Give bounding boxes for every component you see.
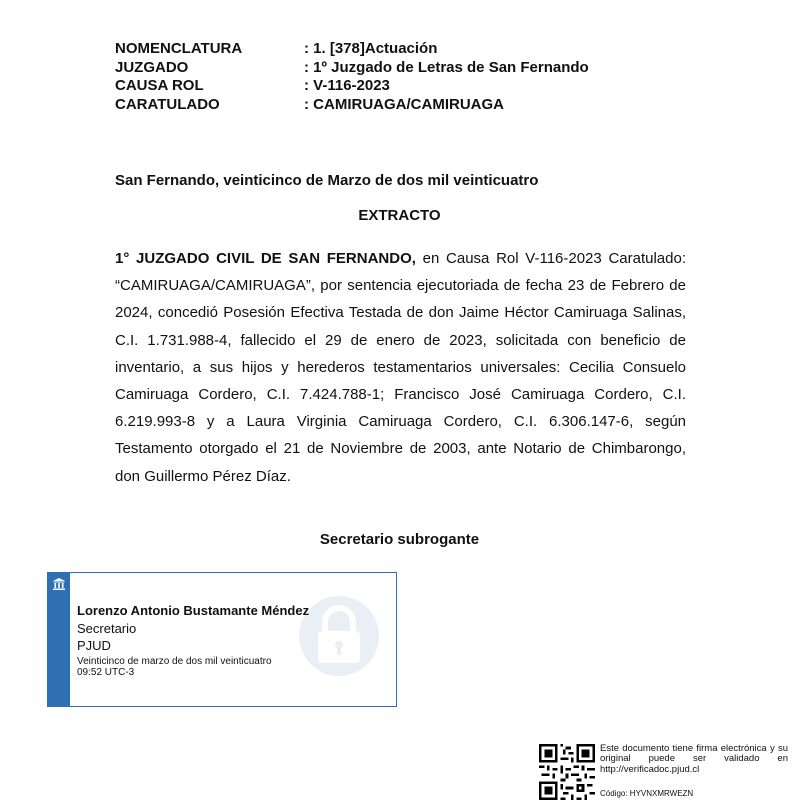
header-row-causa-rol bbox=[115, 77, 589, 96]
extract-body bbox=[115, 245, 686, 490]
lock-icon bbox=[298, 589, 380, 679]
date-line: San Fernando, veinticinco de Marzo de dos mil veinticuatro bbox=[115, 172, 539, 189]
verification-block bbox=[539, 744, 789, 802]
signature-strip bbox=[48, 573, 70, 706]
header-label: CAUSA ROL bbox=[115, 77, 204, 94]
header-label: NOMENCLATURA bbox=[115, 40, 243, 57]
header-row-nomenclatura bbox=[115, 40, 589, 59]
header-value: : V-116-2023 bbox=[304, 77, 390, 94]
electronic-signature-box bbox=[47, 572, 397, 707]
qr-code-icon bbox=[539, 744, 595, 800]
header-row-juzgado bbox=[115, 59, 589, 78]
signer-name: Lorenzo Antonio Bustamante Méndez bbox=[77, 603, 310, 618]
verification-text: Este documento tiene firma electrónica y su original puede ser validado en http://verificadoc.pjud.cl bbox=[600, 743, 788, 775]
signature-date: Veinticinco de marzo de dos mil veinticuatro bbox=[77, 656, 272, 667]
extract-title: EXTRACTO bbox=[358, 207, 441, 224]
court-name: 1° JUZGADO CIVIL DE SAN FERNANDO, bbox=[115, 250, 416, 267]
case-header bbox=[115, 40, 589, 114]
signer-role: Secretario bbox=[77, 621, 137, 636]
header-label: CARATULADO bbox=[115, 95, 220, 113]
courthouse-icon bbox=[52, 577, 66, 591]
header-value: : CAMIRUAGA/CAMIRUAGA bbox=[304, 95, 504, 113]
header-value: : 1º Juzgado de Letras de San Fernando bbox=[304, 58, 589, 76]
header-row-caratulado bbox=[115, 96, 589, 115]
signer-organization: PJUD bbox=[77, 638, 111, 653]
signature-time: 09:52 UTC-3 bbox=[77, 667, 135, 678]
header-label: JUZGADO bbox=[115, 58, 189, 76]
extract-text: en Causa Rol V-116-2023 Caratulado: “CAMIRUAGA/CAMIRUAGA”, por sentencia ejecutoriada de fecha 23 de Febrero de 2024, concedió Posesión Efectiva Testada de don Jaime Héctor Camiruaga Salinas, C.I. 1.731.988-4, fallecido el 29 de enero de 2023, solicitada con beneficio de inventario, a sus hijos y herederos testamentarios universales: Cecilia Consuelo Camiruaga Cordero, C.I. 7.424.788-1; Francisco José Camiruaga Cordero, C.I. 6.219.993-8 y a Laura Virginia Camiruaga Cordero, C.I. 6.306.147-6, según Testamento otorgado el 21 de Noviembre de 2003, ante Notario de Chimbarongo, don Guillermo Pérez Díaz. bbox=[115, 250, 686, 485]
header-value: : 1. [378]Actuación bbox=[304, 40, 438, 57]
secretary-title: Secretario subrogante bbox=[319, 531, 480, 548]
verification-code: Código: HYVNXMRWEZN bbox=[600, 789, 694, 798]
